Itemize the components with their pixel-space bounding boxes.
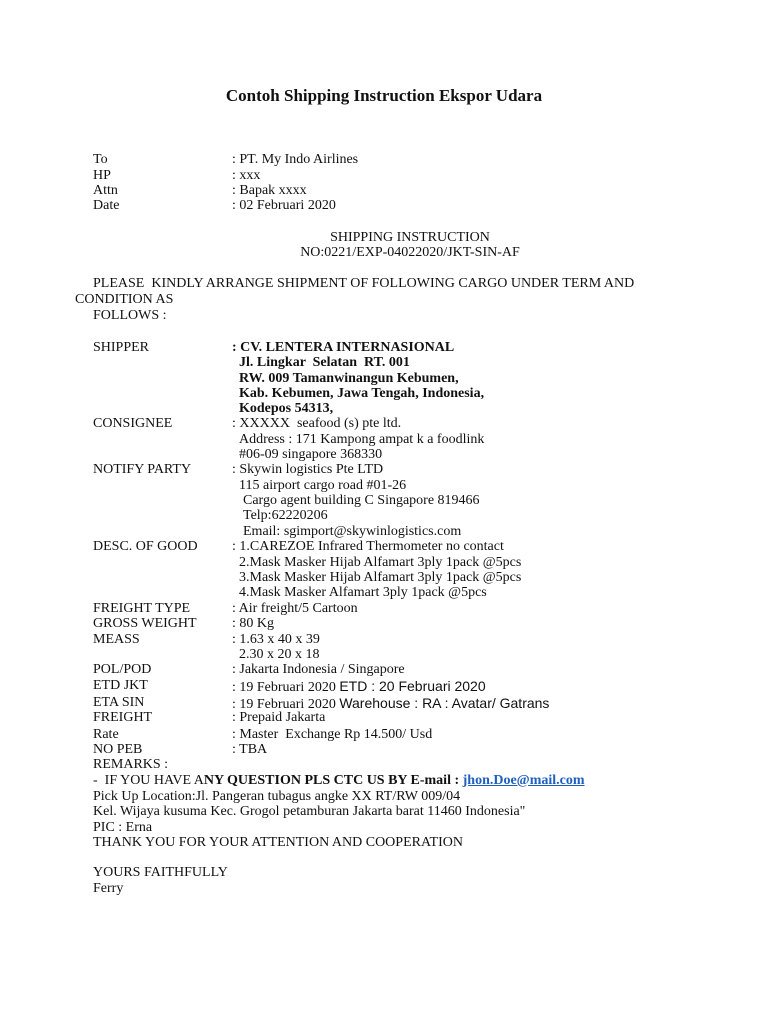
to-value: : PT. My Indo Airlines <box>232 152 359 167</box>
rate-value: : Master Exchange Rp 14.500/ Usd <box>232 727 433 742</box>
shipper-line: Kodepos 54313, <box>239 401 334 416</box>
goods-line: 4.Mask Masker Alfamart 3ply 1pack @5pcs <box>239 585 487 600</box>
no-peb-label: NO PEB <box>93 742 143 757</box>
attn-value: : Bapak xxxx <box>232 183 307 198</box>
consignee-line: Address : 171 Kampong ampat k a foodlink <box>239 432 485 447</box>
eta-label: ETA SIN <box>93 695 145 710</box>
gross-weight-label: GROSS WEIGHT <box>93 616 197 631</box>
pol-pod-label: POL/POD <box>93 662 152 677</box>
hp-label: HP <box>93 168 111 183</box>
closing: YOURS FAITHFULLY <box>93 865 228 880</box>
meass-label: MEASS <box>93 632 140 647</box>
eta-extra: Warehouse : RA : Avatar/ Gatrans <box>339 695 550 711</box>
notify-label: NOTIFY PARTY <box>93 462 192 477</box>
shipper-label: SHIPPER <box>93 340 150 355</box>
freight-label: FREIGHT <box>93 710 153 725</box>
meass-line: 2.30 x 20 x 18 <box>239 647 320 662</box>
notify-line: 115 airport cargo road #01-26 <box>239 478 407 493</box>
hp-value: : xxx <box>232 168 261 183</box>
shipper-line: Kab. Kebumen, Jawa Tengah, Indonesia, <box>239 386 485 401</box>
attn-label: Attn <box>93 183 118 198</box>
rate-label: Rate <box>93 727 119 742</box>
freight-value: : Prepaid Jakarta <box>232 710 326 725</box>
freight-type-value: : Air freight/5 Cartoon <box>232 601 358 616</box>
intro-line: PLEASE KINDLY ARRANGE SHIPMENT OF FOLLOWING CARGO UNDER TERM AND <box>93 276 635 291</box>
etd-extra: ETD : 20 Februari 2020 <box>339 678 486 694</box>
intro-line: FOLLOWS : <box>93 308 167 323</box>
pickup-location: Pick Up Location:Jl. Pangeran tubagus angke XX RT/RW 009/04 <box>93 789 461 804</box>
document-title: Contoh Shipping Instruction Ekspor Udara <box>225 86 543 105</box>
no-peb-value: : TBA <box>232 742 268 757</box>
si-number: NO:0221/EXP-04022020/JKT-SIN-AF <box>300 245 520 260</box>
etd-label: ETD JKT <box>93 678 148 693</box>
to-label: To <box>93 152 108 167</box>
email-link[interactable]: jhon.Doe@mail.com <box>462 773 585 788</box>
consignee-line: : XXXXX seafood (s) pte ltd. <box>232 416 402 431</box>
date-label: Date <box>93 198 120 213</box>
freight-type-label: FREIGHT TYPE <box>93 601 191 616</box>
signer: Ferry <box>93 881 124 896</box>
notify-line: Email: sgimport@skywinlogistics.com <box>243 524 462 539</box>
meass-line: : 1.63 x 40 x 39 <box>232 632 320 647</box>
gross-weight-value: : 80 Kg <box>232 616 274 631</box>
si-title: SHIPPING INSTRUCTION <box>330 230 490 245</box>
shipper-line: Jl. Lingkar Selatan RT. 001 <box>239 355 410 370</box>
notify-line: Cargo agent building C Singapore 819466 <box>243 493 480 508</box>
consignee-line: #06-09 singapore 368330 <box>239 447 383 462</box>
shipper-line: RW. 009 Tamanwinangun Kebumen, <box>239 371 459 386</box>
pickup-location-2: Kel. Wijaya kusuma Kec. Grogol petamburan Jakarta barat 11460 Indonesia" <box>93 804 526 819</box>
notify-line: : Skywin logistics Pte LTD <box>232 462 384 477</box>
eta-date: : 19 Februari 2020 <box>232 697 340 712</box>
goods-line: : 1.CAREZOE Infrared Thermometer no contact <box>232 539 504 554</box>
goods-label: DESC. OF GOOD <box>93 539 198 554</box>
pol-pod-value: : Jakarta Indonesia / Singapore <box>232 662 405 677</box>
remarks-label: REMARKS : <box>93 757 169 772</box>
notify-line: Telp:62220206 <box>243 508 328 523</box>
question-bold: NY QUESTION PLS CTC US BY E-mail : <box>203 773 463 788</box>
pic: PIC : Erna <box>93 820 153 835</box>
etd-date: : 19 Februari 2020 <box>232 680 340 695</box>
consignee-label: CONSIGNEE <box>93 416 173 431</box>
goods-line: 2.Mask Masker Hijab Alfamart 3ply 1pack @5pcs <box>239 555 522 570</box>
date-value: : 02 Februari 2020 <box>232 198 336 213</box>
question-plain: - IF YOU HAVE A <box>93 773 204 788</box>
goods-line: 3.Mask Masker Hijab Alfamart 3ply 1pack @5pcs <box>239 570 522 585</box>
shipper-line: : CV. LENTERA INTERNASIONAL <box>232 340 455 355</box>
intro-line: CONDITION AS <box>75 292 174 307</box>
thanks: THANK YOU FOR YOUR ATTENTION AND COOPERATION <box>93 835 463 850</box>
